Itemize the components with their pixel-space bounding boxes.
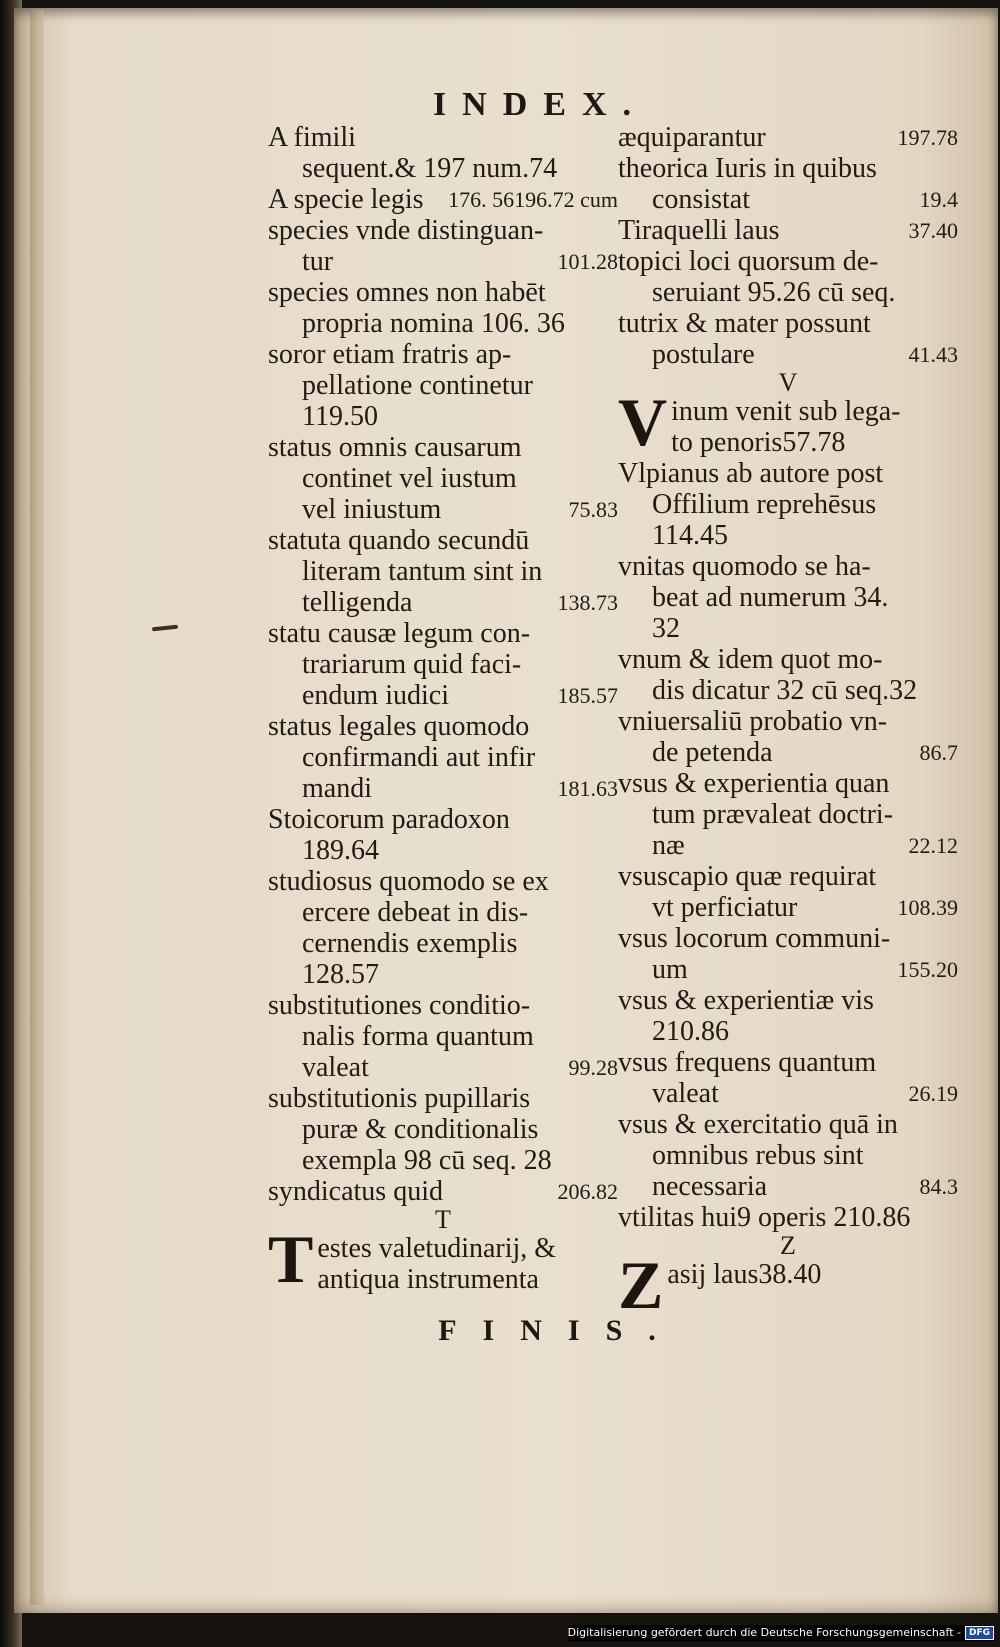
index-entry-line xyxy=(618,985,958,1016)
index-entry-line xyxy=(618,122,958,153)
index-entry xyxy=(618,458,958,551)
index-entry xyxy=(268,711,618,804)
index-entry-text: pellatione continetur xyxy=(302,370,533,401)
right-index-column xyxy=(618,122,958,1323)
index-entry-line xyxy=(268,339,618,370)
page-reference: 101.28 xyxy=(557,249,618,274)
index-entry-text: tur xyxy=(302,246,334,277)
index-entry-line xyxy=(618,799,958,830)
page-reference: 84.3 xyxy=(919,1174,958,1199)
section-letter-z: Z xyxy=(780,1231,796,1260)
index-entry-line xyxy=(268,1083,618,1114)
index-entry-text: vnitas quomodo se ha- xyxy=(618,551,871,582)
page-reference: 57.78 xyxy=(782,427,846,458)
page-reference: 22.12 xyxy=(908,833,958,858)
footer-text: Digitalisierung gefördert durch die Deutsche Forschungsgemeinschaft - xyxy=(567,1626,961,1639)
page-reference: 86.7 xyxy=(919,740,958,765)
index-entry xyxy=(268,1176,618,1207)
index-entry-text: vtilitas hui9 operis 210.86 xyxy=(618,1202,911,1233)
index-entry-line xyxy=(618,892,958,923)
index-entry xyxy=(268,1083,618,1176)
left-index-column xyxy=(268,122,618,1295)
index-entry-line xyxy=(618,737,958,768)
index-entry xyxy=(618,923,958,985)
index-entry-line xyxy=(268,742,618,773)
index-entry-line xyxy=(268,1021,618,1052)
index-entry-text: vnum & idem quot mo- xyxy=(618,644,883,675)
index-entry-line xyxy=(268,122,618,153)
page-reference: 37.40 xyxy=(908,218,958,243)
page-header: INDEX. xyxy=(432,86,648,123)
index-entry-line xyxy=(268,1114,618,1145)
index-entry-line xyxy=(618,923,958,954)
page-gutter xyxy=(30,10,44,1605)
page-reference: 99.28 xyxy=(568,1055,618,1080)
index-entry-text: status omnis causarum xyxy=(268,432,522,463)
index-entry-text: postulare xyxy=(652,339,755,370)
index-entry-text: estes valetudinarij, & xyxy=(317,1233,557,1264)
index-entry-text: species omnes non habēt xyxy=(268,277,546,308)
index-entry-line xyxy=(618,1109,958,1140)
page-reference: 138.73 xyxy=(557,590,618,615)
index-entry-line xyxy=(268,649,618,680)
index-entry-drop-v xyxy=(618,384,958,460)
index-entry-text: cernendis exemplis xyxy=(302,928,518,959)
index-entry-text: studiosus quomodo se ex xyxy=(268,866,549,897)
index-entry-line xyxy=(618,1078,958,1109)
index-entry-line xyxy=(268,401,618,432)
drop-cap-initial: Z xyxy=(618,1247,664,1323)
finis-text: FINIS. xyxy=(438,1314,682,1347)
index-entry-text: necessaria xyxy=(652,1171,768,1202)
index-entry-line xyxy=(268,1145,618,1176)
index-entry-line xyxy=(268,246,618,277)
index-entry-line xyxy=(618,830,958,861)
index-entry xyxy=(618,985,958,1047)
index-entry-text: vsus locorum communi- xyxy=(618,923,891,954)
page-reference: 185.57 xyxy=(557,683,618,708)
page-reference: 108.39 xyxy=(897,895,958,920)
index-entry-text: vsus & exercitatio quā in xyxy=(618,1109,898,1140)
index-entry-text: beat ad numerum 34. xyxy=(652,582,889,613)
drop-cap-initial: V xyxy=(618,384,668,460)
index-entry-text: endum iudici xyxy=(302,680,449,711)
index-entry xyxy=(268,990,618,1083)
index-entry-text: puræ & conditionalis xyxy=(302,1114,539,1145)
index-entry-line xyxy=(618,1140,958,1171)
index-entry-text: Tiraquelli laus xyxy=(618,215,780,246)
index-entry-line xyxy=(618,246,958,277)
index-entry xyxy=(618,551,958,644)
index-entry-line xyxy=(268,866,618,897)
index-entry-line xyxy=(268,928,618,959)
page-reference: 155.20 xyxy=(897,957,958,982)
index-entry-text: topici loci quorsum de- xyxy=(618,246,879,277)
index-entry xyxy=(618,644,958,706)
index-entry-line xyxy=(268,1052,618,1083)
index-entry-text: nalis forma quantum xyxy=(302,1021,534,1052)
section-letter-v: V xyxy=(778,368,798,397)
index-entry xyxy=(268,618,618,711)
index-entry xyxy=(618,308,958,370)
index-entry xyxy=(618,153,958,215)
index-entry-line xyxy=(618,861,958,892)
index-entry-line xyxy=(618,427,958,458)
index-entry-line xyxy=(618,706,958,737)
index-entry-text: vel iniustum xyxy=(302,494,442,525)
index-entry-text: 119.50 xyxy=(302,401,378,432)
index-entry-text: vniuersaliū probatio vn- xyxy=(618,706,888,737)
index-entry-text: valeat xyxy=(652,1078,719,1109)
index-entry-text: trariarum quid faci- xyxy=(302,649,522,680)
section-letter-t: T xyxy=(435,1205,451,1234)
page-reference: 206.82 xyxy=(557,1179,618,1204)
index-entry xyxy=(268,525,618,618)
index-entry xyxy=(618,768,958,861)
index-entry-line xyxy=(618,675,958,706)
index-entry-text: ercere debeat in dis- xyxy=(302,897,529,928)
index-entry-text: exempla 98 cū seq. 28 xyxy=(302,1145,552,1176)
index-entry xyxy=(268,432,618,525)
index-entry-line xyxy=(268,277,618,308)
index-entry-line xyxy=(618,1202,958,1233)
index-entry-text: consistat xyxy=(652,184,750,215)
dfg-logo-badge: DFG xyxy=(965,1626,994,1640)
index-entry-text: sequent.& 197 num.74 xyxy=(302,153,558,184)
page-reference: 19.4 xyxy=(919,187,958,212)
index-entry-text: soror etiam fratris ap- xyxy=(268,339,512,370)
index-entry-line xyxy=(618,1016,958,1047)
index-entry-text: A specie legis xyxy=(268,184,424,215)
page-reference: 176. 56 xyxy=(448,187,515,212)
index-entry xyxy=(268,277,618,339)
index-entry-line xyxy=(268,680,618,711)
index-entry-line xyxy=(268,1264,618,1295)
index-entry-line xyxy=(268,618,618,649)
index-entry-line xyxy=(268,556,618,587)
index-entry-line xyxy=(618,277,958,308)
index-entry-text: 32 xyxy=(652,613,680,644)
index-entry xyxy=(618,215,958,246)
index-entry-line xyxy=(618,458,958,489)
index-entry-line xyxy=(268,308,618,339)
index-entry-line xyxy=(268,525,618,556)
index-entry-line xyxy=(618,1259,958,1290)
index-entry xyxy=(268,339,618,432)
index-entry xyxy=(268,866,618,990)
index-entry-text: substitutiones conditio- xyxy=(268,990,531,1021)
index-entry-line xyxy=(268,835,618,866)
index-entry-line xyxy=(268,432,618,463)
index-entry-line xyxy=(618,153,958,184)
index-entry-line xyxy=(268,215,618,246)
index-entry-line xyxy=(268,1176,618,1207)
index-entry-text: de petenda xyxy=(652,737,773,768)
index-entry-text: 114.45 xyxy=(652,520,728,551)
index-entry-text: valeat xyxy=(302,1052,369,1083)
index-entry-text: literam tantum sint in xyxy=(302,556,543,587)
index-entry xyxy=(618,861,958,923)
index-entry-line xyxy=(618,954,958,985)
page-reference: 26.19 xyxy=(908,1081,958,1106)
index-entry-text: vt perficiatur xyxy=(652,892,798,923)
index-entry-text: Offilium reprehēsus xyxy=(652,489,877,520)
page-reference: 197.78 xyxy=(897,125,958,150)
index-entry-text: Stoicorum paradoxon xyxy=(268,804,510,835)
index-entry-text: telligenda xyxy=(302,587,413,618)
index-entry-text: theorica Iuris in quibus xyxy=(618,153,877,184)
index-entry-text: æquiparantur xyxy=(618,122,766,153)
index-entry-text: næ xyxy=(652,830,685,861)
index-entry-line xyxy=(268,711,618,742)
index-entry-text: asij laus xyxy=(667,1259,759,1290)
index-entry-line xyxy=(618,396,958,427)
index-entry-drop-t xyxy=(268,1221,618,1297)
index-entry-text: tum prævaleat doctri- xyxy=(652,799,894,830)
index-entry-text: substitutionis pupillaris xyxy=(268,1083,531,1114)
index-entry-text: um xyxy=(652,954,688,985)
index-entry xyxy=(268,184,618,215)
index-entry-line xyxy=(268,804,618,835)
index-entry-text: 128.57 xyxy=(302,959,379,990)
index-entry-line xyxy=(618,339,958,370)
index-entry-line xyxy=(268,773,618,804)
index-entry xyxy=(618,1202,958,1233)
index-entry xyxy=(618,246,958,308)
index-entry-text: status legales quomodo xyxy=(268,711,530,742)
index-entry-line xyxy=(618,1171,958,1202)
drop-cap-initial: T xyxy=(268,1221,314,1297)
index-entry-line xyxy=(268,959,618,990)
page-reference: 181.63 xyxy=(557,776,618,801)
index-entry-text: 210.86 xyxy=(652,1016,729,1047)
index-entry-text: A fimili xyxy=(268,122,356,153)
index-entry xyxy=(618,1047,958,1109)
index-entry-text: to penoris xyxy=(671,427,783,458)
index-entry-drop-z xyxy=(618,1247,958,1323)
index-entry-text: vsus frequens quantum xyxy=(618,1047,877,1078)
index-entry-text: omnibus rebus sint xyxy=(652,1140,864,1171)
index-entry-line xyxy=(618,768,958,799)
index-entry-text: vsus & experientia quan xyxy=(618,768,890,799)
index-entry-text: continet vel iustum xyxy=(302,463,517,494)
index-entry xyxy=(618,706,958,768)
index-entry-line xyxy=(268,184,618,215)
index-entry-text: propria nomina 106. 36 xyxy=(302,308,565,339)
index-entry-text: vsuscapio quæ requirat xyxy=(618,861,877,892)
index-entry-line xyxy=(618,215,958,246)
index-entry-line xyxy=(618,644,958,675)
index-entry-text: antiqua instrumenta xyxy=(317,1264,539,1295)
index-entry-line xyxy=(268,370,618,401)
index-entry-text: tutrix & mater possunt xyxy=(618,308,871,339)
index-entry-text: inum venit sub lega- xyxy=(671,396,901,427)
index-entry-text: 189.64 xyxy=(302,835,379,866)
index-entry-text: species vnde distinguan- xyxy=(268,215,544,246)
index-entry-line xyxy=(268,1233,618,1264)
index-entry-text: mandi xyxy=(302,773,372,804)
page-reference: 38.40 xyxy=(758,1259,822,1290)
index-entry xyxy=(618,122,958,153)
index-entry-text: syndicatus quid xyxy=(268,1176,443,1207)
index-entry-line xyxy=(268,990,618,1021)
page-reference: 41.43 xyxy=(908,342,958,367)
index-entry-line xyxy=(618,489,958,520)
digitization-footer xyxy=(568,1625,994,1641)
index-entry-line xyxy=(618,184,958,215)
index-entry-text: seruiant 95.26 cū seq. xyxy=(652,277,896,308)
page-reference: 75.83 xyxy=(568,497,618,522)
index-entry-text: confirmandi aut infir xyxy=(302,742,536,773)
index-entry-line xyxy=(268,463,618,494)
index-entry-line xyxy=(268,587,618,618)
index-entry xyxy=(268,804,618,866)
index-entry-text: statuta quando secundū xyxy=(268,525,530,556)
index-entry-line xyxy=(268,494,618,525)
index-entry-line xyxy=(618,551,958,582)
index-entry-line xyxy=(618,520,958,551)
index-entry-line xyxy=(618,613,958,644)
page-reference: 196.72 cum xyxy=(514,187,618,212)
index-entry-line xyxy=(618,1047,958,1078)
index-entry-line xyxy=(268,897,618,928)
index-entry-text: statu causæ legum con- xyxy=(268,618,531,649)
index-entry-line xyxy=(618,308,958,339)
index-entry-text: vsus & experientiæ vis xyxy=(618,985,874,1016)
index-entry-line xyxy=(618,582,958,613)
index-entry xyxy=(618,1109,958,1202)
index-entry xyxy=(268,215,618,277)
index-entry-text: Vlpianus ab autore post xyxy=(618,458,884,489)
index-entry-text: dis dicatur 32 cū seq.32 xyxy=(652,675,918,706)
